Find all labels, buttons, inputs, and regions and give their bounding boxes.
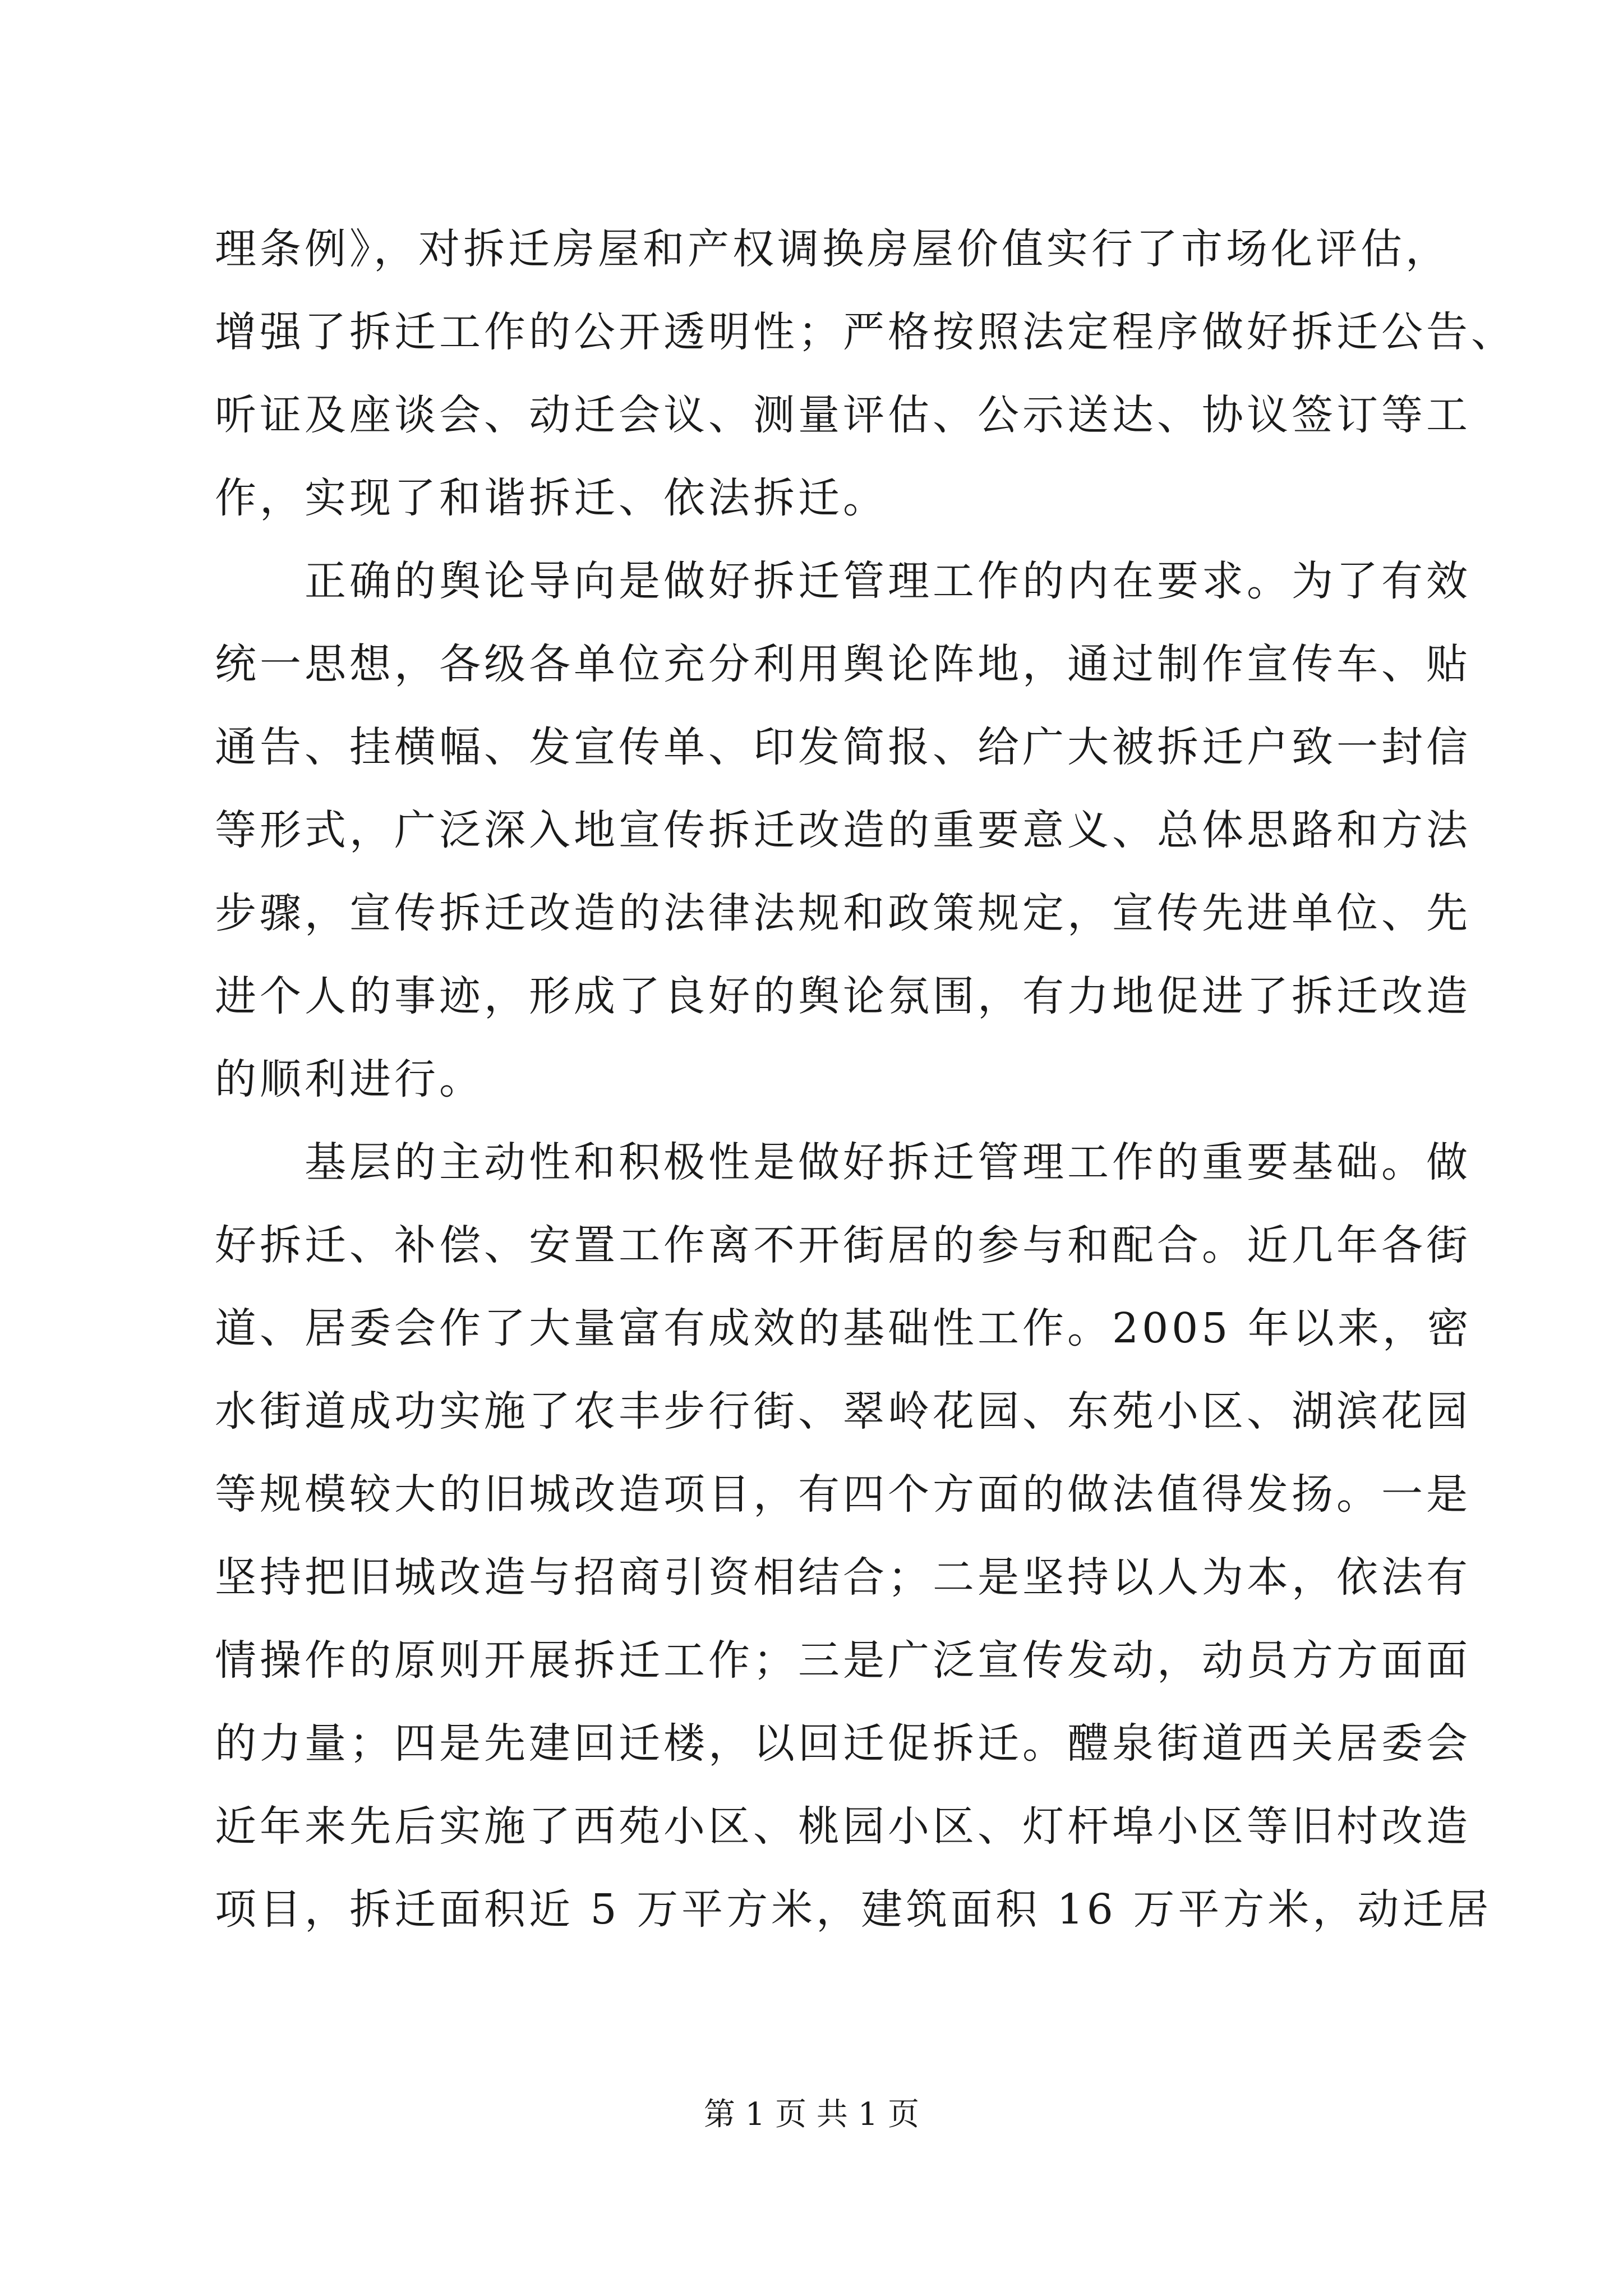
document-body <box>215 208 1516 1951</box>
text-line: 作，实现了和谐拆迁、依法拆迁。 <box>215 474 888 522</box>
text-line: 听证及座谈会、动迁会议、测量评估、公示送达、协议签订等工 <box>215 391 1471 439</box>
paragraph-first-line: 基层的主动性和积极性是做好拆迁管理工作的重要基础。做 <box>305 1138 1471 1186</box>
text-line: 理条例》，对拆迁房屋和产权调换房屋价值实行了市场化评估， <box>215 225 1450 273</box>
text-line: 项目，拆迁面积近 5 万平方米，建筑面积 16 万平方米，动迁居 <box>215 1885 1492 1934</box>
page-number-footer: 第 1 页 共 1 页 <box>703 2096 920 2133</box>
text-line: 坚持把旧城改造与招商引资相结合；二是坚持以人为本，依法有 <box>215 1553 1471 1602</box>
text-line: 增强了拆迁工作的公开透明性；严格按照法定程序做好拆迁公告、 <box>215 308 1516 356</box>
paragraph-first-line: 正确的舆论导向是做好拆迁管理工作的内在要求。为了有效 <box>305 557 1471 605</box>
text-line: 情操作的原则开展拆迁工作；三是广泛宣传发动，动员方方面面 <box>215 1636 1471 1685</box>
text-line: 通告、挂横幅、发宣传单、印发简报、给广大被拆迁户致一封信 <box>215 723 1471 771</box>
text-line: 步骤，宣传拆迁改造的法律法规和政策规定，宣传先进单位、先 <box>215 889 1471 937</box>
text-line: 等形式，广泛深入地宣传拆迁改造的重要意义、总体思路和方法 <box>215 806 1471 854</box>
text-line: 统一思想，各级各单位充分利用舆论阵地，通过制作宣传车、贴 <box>215 640 1471 688</box>
text-line: 道、居委会作了大量富有成效的基础性工作。2005 年以来，密 <box>215 1304 1472 1352</box>
text-line: 的力量；四是先建回迁楼，以回迁促拆迁。醴泉街道西关居委会 <box>215 1719 1471 1768</box>
text-line: 的顺利进行。 <box>215 1055 484 1103</box>
text-line: 近年来先后实施了西苑小区、桃园小区、灯杆埠小区等旧村改造 <box>215 1802 1471 1851</box>
text-line: 水街道成功实施了农丰步行街、翠岭花园、东苑小区、湖滨花园 <box>215 1387 1471 1435</box>
text-line: 等规模较大的旧城改造项目，有四个方面的做法值得发扬。一是 <box>215 1470 1471 1519</box>
text-line: 进个人的事迹，形成了良好的舆论氛围，有力地促进了拆迁改造 <box>215 972 1471 1020</box>
text-line: 好拆迁、补偿、安置工作离不开街居的参与和配合。近几年各街 <box>215 1221 1471 1269</box>
